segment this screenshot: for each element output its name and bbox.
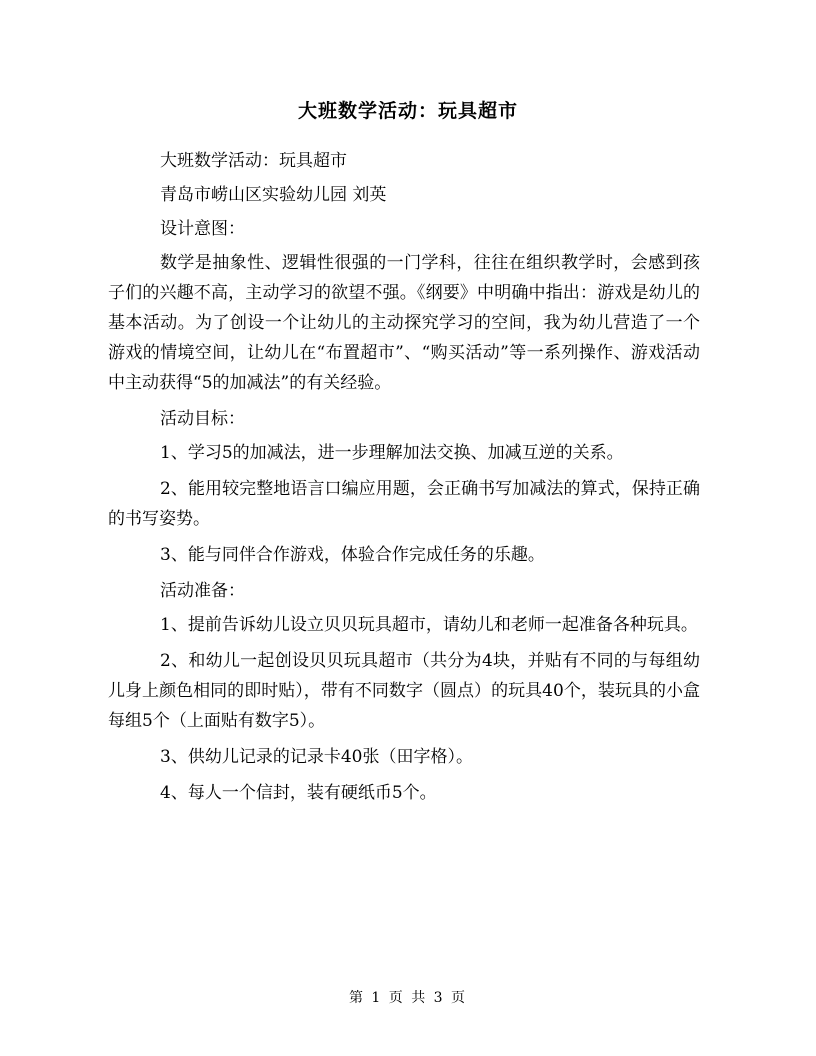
preparation-item-2: 2、和幼儿一起创设贝贝玩具超市（共分为4块，并贴有不同的与每组幼儿身上颜色相同的即时贴），带有不同数字（圆点）的玩具40个，装玩具的小盒每组5个（上面贴有数字5）。: [108, 651, 700, 731]
goal-item-2: 2、能用较完整地语言口编应用题，会正确书写加减法的算式，保持正确的书写姿势。: [108, 479, 700, 529]
document-body: [108, 146, 700, 814]
paragraph-author: 青岛市崂山区实验幼儿园 刘英: [160, 185, 387, 205]
goal-item-1: 1、学习5的加减法，进一步理解加法交换、加减互逆的关系。: [160, 443, 624, 463]
preparation-item-4: 4、每人一个信封，装有硬纸币5个。: [160, 783, 437, 803]
page-number-footer: 第 1 页 共 3 页: [348, 990, 468, 1006]
preparation-item-1: 1、提前告诉幼儿设立贝贝玩具超市，请幼儿和老师一起准备各种玩具。: [160, 615, 698, 635]
preparation-item-3: 3、供幼儿记录的记录卡40张（田字格）。: [160, 747, 473, 767]
paragraph-design-intent: 数学是抽象性、逻辑性很强的一门学科，往往在组织教学时，会感到孩子们的兴趣不高，主动学习的欲望不强。《纲要》中明确中指出：游戏是幼儿的基本活动。为了创设一个让幼儿的主动探究学习的空间，我为幼儿营造了一个游戏的情境空间，让幼儿在“布置超市”、“购买活动”等一系列操作、游戏活动中主动获得“5的加减法”的有关经验。: [108, 253, 700, 393]
heading-design-intent: 设计意图：: [160, 219, 245, 239]
document-title: 大班数学活动：玩具超市: [297, 100, 518, 122]
paragraph-subtitle: 大班数学活动：玩具超市: [160, 151, 347, 171]
heading-activity-preparation: 活动准备：: [160, 581, 245, 601]
heading-activity-goals: 活动目标：: [160, 409, 245, 429]
goal-item-3: 3、能与同伴合作游戏，体验合作完成任务的乐趣。: [160, 545, 545, 565]
